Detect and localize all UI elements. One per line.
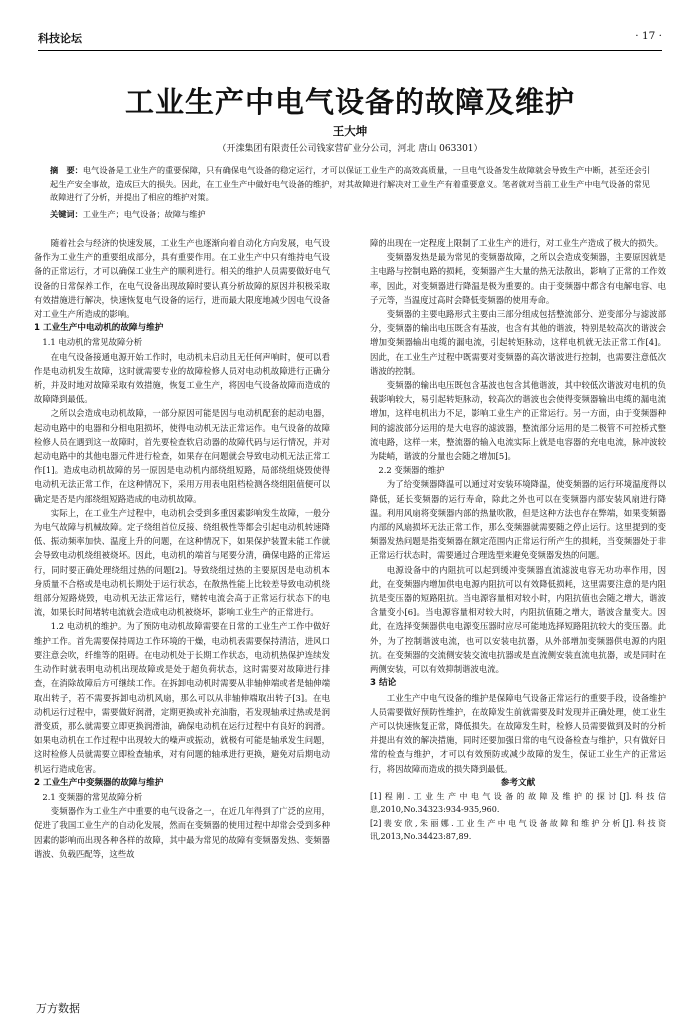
paragraph: 在电气设备接通电源开始工作时，电动机未启动且无任何声响时，便可以看作是电动机发生故障，这时就需要专业的故障检修人员对电动机故障进行正确分析，并及时地对故障采取有效措施，恢复工业生产，将因电气设备故障而造成的故障降到最低。 — [34, 351, 330, 405]
paragraph: 1.2 电动机的维护。为了预防电动机故障需要在日常的工业生产工作中做好维护工作。首先需要保持周边工作环境的干燥，电动机表需要保持清洁，进风口要注意会吹，纤维等的阻碍。在电动机处于长期工作状态，电动机热保护连续发生动作时就表明电动机出现故障或是处于超负荷状态，这时需要对故障进行排查，在消除故障后方可继续工作。在拆卸电动机时需要从非轴伸端或者是轴伸端取出转子，若不需要拆卸电动机风扇，那么可以从非轴伸端取出转子[3]。在电动机运行过程中，需要做好润滑，定期更换或补充油脂，若发现轴承过热或是润滑变质，那么就需要立即更换润滑油，确保电动机在运行过程中有良好的润滑。如果电动机在工作过程中出现较大的噪声或振动，就极有可能是轴承发生问题，这时检修人员就需要立即检查轴承，对有问题的轴承进行更换，避免对后期电动机运行造成危害。 — [34, 621, 330, 774]
reference-item: [1]程刚.工业生产中电气设备的故障及维护的探讨[J].科技信息,2010,No.34323:934-935,960. — [370, 791, 666, 815]
paragraph: 随着社会与经济的快速发展，工业生产也逐渐向着自动化方向发展，电气设备作为工业生产的重要组成部分，具有重要作用。在工业生产中只有维持电气设备的正常运行，才可以确保工业生产的顺利进行。相关的维护人员需要做好电气设备的日常保养工作，在电气设备出现故障时要认真分析故障的原因并积极采取有效措施进行解决，快速恢复电气设备的运行，进而最大限度地减少因电气设备对工业生产所造成的影响。 — [34, 238, 330, 320]
paragraph: 障的出现在一定程度上限制了工业生产的进行，对工业生产造成了极大的损失。 — [370, 238, 664, 248]
right-column — [370, 236, 666, 844]
page-header — [38, 30, 662, 46]
paragraph: 实际上，在工业生产过程中，电动机会受到多重因素影响发生故障，一般分为电气故障与机械故障。定子绕组首位反接、绕组极性等都会引起电动机转速降低、振动频率加快、温度上升的问题，在这种情况下，如果保护装置未能工作就会导致电动机绕组被烧坏。因此，电动机的端首与尾要分清，确保电路的正常运行，同时要正确处理绕组过热的问题[2]。导致绕组过热的主要原因是电动机本身质量不合格或是电动机长期处于运行状态，在散热性能上比较差导致电动机绕组部分短路烧毁，电动机无法正常运行，赌转电流会高于正常运行状态下的电流，如果长时间堵转电流就会造成电动机被烧坏，影响工业生产的正常进行。 — [34, 507, 330, 618]
header-rule — [38, 50, 662, 51]
keywords — [50, 208, 650, 221]
paragraph: 变频器的主要电路形式主要由三部分组成包括整流部分、逆变部分与滤波部分，变频器的输出电压既含有基波，也含有其他的谐波，特别是较高次的谐波会增加变频器输出电缆的漏电流，引起转矩脉动，这样电机就无法正常工作[4]。因此，在工业生产过程中既需要对变频器的高次谐波进行控制，也需要注意低次谐波的控制。 — [370, 309, 666, 376]
references-heading: 参考文献 — [500, 777, 536, 788]
abstract-label: 摘 要： — [50, 165, 83, 175]
journal-name: 科技论坛 — [38, 32, 82, 45]
subsection-heading-1-1: 1.1 电动机的常见故障分析 — [42, 337, 143, 348]
reference-item: [2]裴安欣,朱丽娜.工业生产中电气设备故障和维护分析[J].科技资讯,2013,No.34423:87,89. — [370, 818, 666, 842]
left-column — [34, 236, 330, 861]
paragraph: 变频器的输出电压既包含基波也包含其他谐波，其中较低次谐波对电机的负载影响较大，易引起转矩脉动，较高次的谐波也会使得变频器输出电缆的漏电流增加，这样电机出力不足，影响工业生产的正常运行。另一方面，由于变频器种间的滤波部分运用的是大电容的滤波器，整流部分运用的是二极管不可控桥式整流电路，这样一来，整流器的输入电流实际上就是电容器的充电电流，脉冲波较为陡峭，谐波的分量也会随之增加[5]。 — [370, 380, 666, 462]
keywords-text: 工业生产；电气设备；故障与维护 — [82, 209, 206, 219]
affiliation: （开滦集团有限责任公司钱家营矿业分公司，河北 唐山 063301） — [217, 144, 483, 154]
subsection-heading-2-2: 2.2 变频器的维护 — [378, 465, 445, 476]
section-heading-1: 1 工业生产中电动机的故障与维护 — [34, 323, 164, 334]
section-heading-3: 3 结论 — [370, 678, 397, 689]
paragraph: 变频器作为工业生产中重要的电气设备之一，在近几年得到了广泛的应用，促进了我国工业生产的自动化发展，然而在变频器的使用过程中却常会受到多种因素的影响而出现各种各样的故障，其中最为常见的故障有变频器发热、变频器谐波、负载匹配等，这些故 — [34, 806, 330, 859]
subsection-heading-2-1: 2.1 变频器的常见故障分析 — [42, 791, 143, 802]
article-title: 工业生产中电气设备的故障及维护 — [124, 85, 575, 119]
paragraph: 之所以会造成电动机故障，一部分原因可能是因与电动机配套的起动电器，起动电路中的电器和分相电阻损坏，使得电动机无法正常运作。电气设备的故障检修人员在遇到这一故障时，首先要检查软启动器的故障代码与运行情况，并对起动电路中的其他电器元件进行检查，如果存在问题就会导致电动机无法正常工作[1]。造成电动机故障的另一原因是电动机内部绕组短路，局部绕组烧毁使得电动机无法正常工作，在这种情况下，采用万用表电阻档检测各绕组阻值便可以确定是否是内部绕组短路造成的电动机故障。 — [34, 408, 330, 504]
page-number: · 17 · — [635, 30, 662, 42]
paragraph: 为了给变频器降温可以通过对安装环境降温，使变频器的运行环境温度得以降低，延长变频器的运行寿命，除此之外也可以在变频器内部安装风扇进行降温。利用风扇将变频器内部的热量吹散，但是这种方法也存在弊端，如果变频器内部的风扇损坏无法正常工作，那么变频器就需要随之停止运行。这里提到的变频器发热问题是指变频器在额定范围内正常运行所产生的损耗，当变频器处于非正常运行状态时，需要通过合理选型来避免变频器发热的问题。 — [370, 479, 666, 561]
abstract-text: 电气设备是工业生产的重要保障，只有确保电气设备的稳定运行，才可以保证工业生产的高效高质量，一旦电气设备发生故障就会导致生产中断，甚至还会引起生产安全事故，造成巨大的损失。因此，在工业生产中做好电气设备的维护，对其故障进行解决对工业生产有着重要意义。笔者就对当前工业生产中电气设备的常见故障进行了分析，并提出了相应的维护对策。 — [50, 165, 650, 202]
paragraph: 工业生产中电气设备的维护是保障电气设备正常运行的重要手段，设备维护人员需要做好预防性维护，在故障发生前就需要及时发现并正确处理，使工业生产可以快速恢复正常，降低损失。在故障发生时，检修人员需要做到及时的分析并提出有效的解决措施，同时还要加强日常的电气设备检查与维护，只有做好日常的检查与维护，才可以有效预防或减少故障的发生，保证工业生产的正常运行，将因故障而造成的损失降到最低。 — [370, 692, 666, 774]
keywords-label: 关键词： — [50, 209, 83, 219]
paragraph: 变频器发热是最为常见的变频器故障，之所以会造成变频器，主要原因就是主电路与控制电路的损耗，变频器产生大量的热无法散出，影响了正常的工作效率，因此，对变频器进行降温是极为重要的。由于变频器中都含有电解电容、电子元等，当温度过高时会降低变频器的使用寿命。 — [370, 252, 666, 305]
author: 王大坤 — [332, 124, 368, 138]
abstract — [50, 164, 650, 205]
paragraph: 电源设备中的内阻抗可以起到缓冲变频器直流滤波电容无功功率作用，因此，在变频器内增加供电电源内阻抗可以有效降低损耗，这里需要注意的是内阻抗是变压器的短路阻抗。当电源容量相对较小时，内阻抗值也会随之增大，谐波含量变小[6]。当电源容量相对较大时，内阻抗值随之增大，谐波含量变大。因此，在选择变频器供电电源变压器时应尽可能地选择短路阻抗较大的变压器。此外，为了控制谐波电流，也可以安装电抗器，从外部增加变频器供电源的内阻抗。在变频器的交流侧安装交流电抗器或是直流侧安装直流电抗器，或是同时在两侧安装，可以有效抑制谐波电流。 — [370, 564, 666, 675]
section-heading-2: 2 工业生产中变频器的故障与维护 — [34, 777, 164, 788]
footer-watermark: 万方数据 — [36, 1002, 80, 1015]
